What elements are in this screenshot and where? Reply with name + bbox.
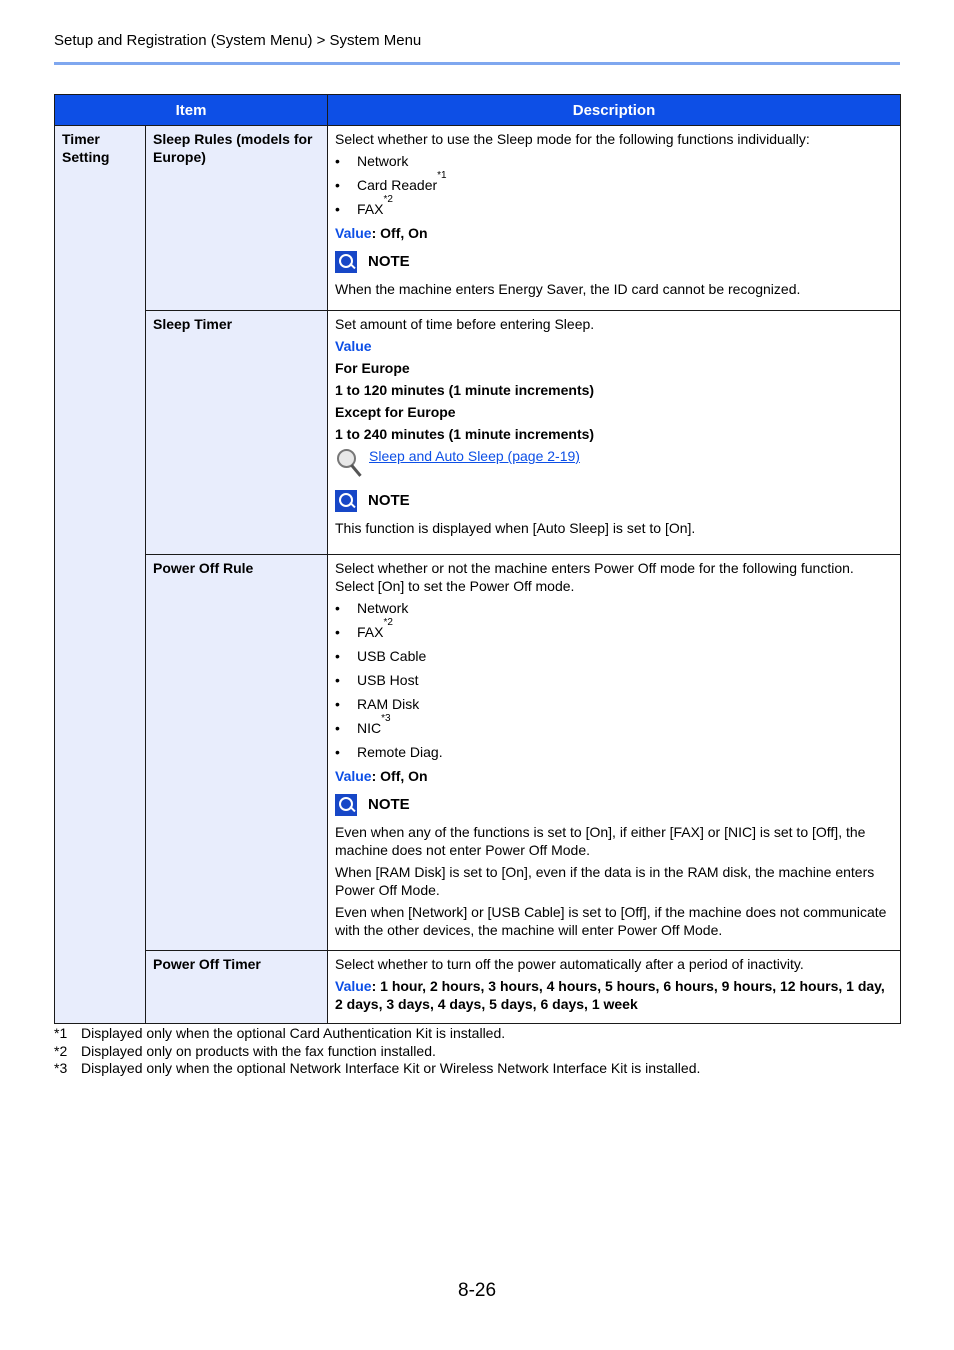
note-text: When the machine enters Energy Saver, the ID card cannot be recognized.: [335, 281, 801, 297]
description-cell: [328, 311, 901, 555]
list-item: • Network: [335, 153, 409, 169]
footnote: *3 Displayed only when the optional Network Interface Kit or Wireless Network Interface Kit is installed.: [54, 1060, 701, 1076]
list-item: • NIC *3: [335, 713, 391, 736]
column-header-description: Description: [328, 95, 901, 126]
page-number: 8-26: [458, 1280, 497, 1301]
note-header: [335, 793, 893, 817]
column-header-item: Item: [55, 95, 328, 126]
note-header: [335, 489, 893, 513]
value-line: Value: 1 hour, 2 hours, 3 hours, 4 hours, 5 hours, 6 hours, 9 hours, 12 hours, 1 day, 2 days, 3 days, 4 days, 5 days, 6 days, 1 week: [335, 978, 885, 1012]
note-label: NOTE: [368, 796, 410, 813]
table-row: [55, 951, 901, 1024]
value-line: 1 to 120 minutes (1 minute increments): [335, 382, 595, 398]
value-line: Except for Europe: [335, 404, 456, 420]
note-label: NOTE: [368, 492, 410, 509]
note-icon: [335, 794, 357, 816]
description-cell: [328, 126, 901, 311]
value-line: 1 to 240 minutes (1 minute increments): [335, 426, 595, 442]
item-label: Sleep Timer: [146, 311, 328, 555]
note-header: [335, 250, 893, 274]
item-label: Power Off Timer: [146, 951, 328, 1024]
item-label: Power Off Rule: [146, 555, 328, 951]
footnote-ref: *2: [383, 194, 393, 205]
description-text: Set amount of time before entering Sleep.: [335, 316, 595, 332]
value-label: Value: [335, 338, 372, 354]
list-item: • Remote Diag.: [335, 744, 443, 760]
list-item: • Card Reader *1: [335, 170, 447, 193]
description-text: Select whether to use the Sleep mode for the following functions individually:: [335, 131, 810, 147]
reference-link[interactable]: Sleep and Auto Sleep (page 2-19): [369, 448, 580, 464]
breadcrumb: Setup and Registration (System Menu) > System Menu: [54, 32, 422, 49]
list-item: • FAX *2: [335, 617, 393, 640]
settings-table: [54, 94, 901, 1024]
list-item: • RAM Disk: [335, 696, 420, 712]
footnote-ref: *1: [437, 170, 447, 181]
note-text: Even when [Network] or [USB Cable] is set to [Off], if the machine does not communicate with the other devices, the machine will enter Power Off Mode.: [335, 904, 887, 938]
list-item: • FAX *2: [335, 194, 393, 217]
value-line: Value: Off, On: [335, 225, 428, 241]
note-icon: [335, 251, 357, 273]
note-text: Even when any of the functions is set to [On], if either [FAX] or [NIC] is set to [Off], the machine does not enter Power Off Mode.: [335, 824, 866, 858]
value-line: For Europe: [335, 360, 410, 376]
list-item: • USB Cable: [335, 648, 427, 664]
footnotes: [54, 1025, 700, 1078]
table-row: [55, 555, 901, 951]
footnote-ref: *3: [381, 713, 391, 724]
footnote: *2 Displayed only on products with the fax function installed.: [54, 1042, 436, 1059]
header-rule: [54, 62, 900, 65]
note-text: This function is displayed when [Auto Sleep] is set to [On].: [335, 520, 696, 536]
item-label: Sleep Rules (models for Europe): [146, 126, 328, 311]
description-text: Select whether or not the machine enters Power Off mode for the following function. Select [On] to set the Power Off mode.: [335, 560, 854, 594]
footnote: *1 Displayed only when the optional Card Authentication Kit is installed.: [54, 1025, 506, 1041]
table-row: [55, 311, 901, 555]
note-label: NOTE: [368, 253, 410, 270]
group-label: Timer Setting: [55, 126, 146, 1024]
description-cell: [328, 951, 901, 1024]
list-item: • USB Host: [335, 672, 419, 688]
description-cell: [328, 555, 901, 951]
note-icon: [335, 490, 357, 512]
list-item: • Network: [335, 600, 409, 616]
magnifier-icon: [335, 447, 365, 479]
footnote-ref: *2: [383, 617, 393, 628]
value-line: Value: Off, On: [335, 768, 428, 784]
note-text: When [RAM Disk] is set to [On], even if the data is in the RAM disk, the machine enters Power Off Mode.: [335, 864, 875, 898]
table-row: [55, 126, 901, 311]
reference: [335, 447, 893, 479]
description-text: Select whether to turn off the power automatically after a period of inactivity.: [335, 956, 804, 972]
table-header-row: [55, 95, 901, 126]
